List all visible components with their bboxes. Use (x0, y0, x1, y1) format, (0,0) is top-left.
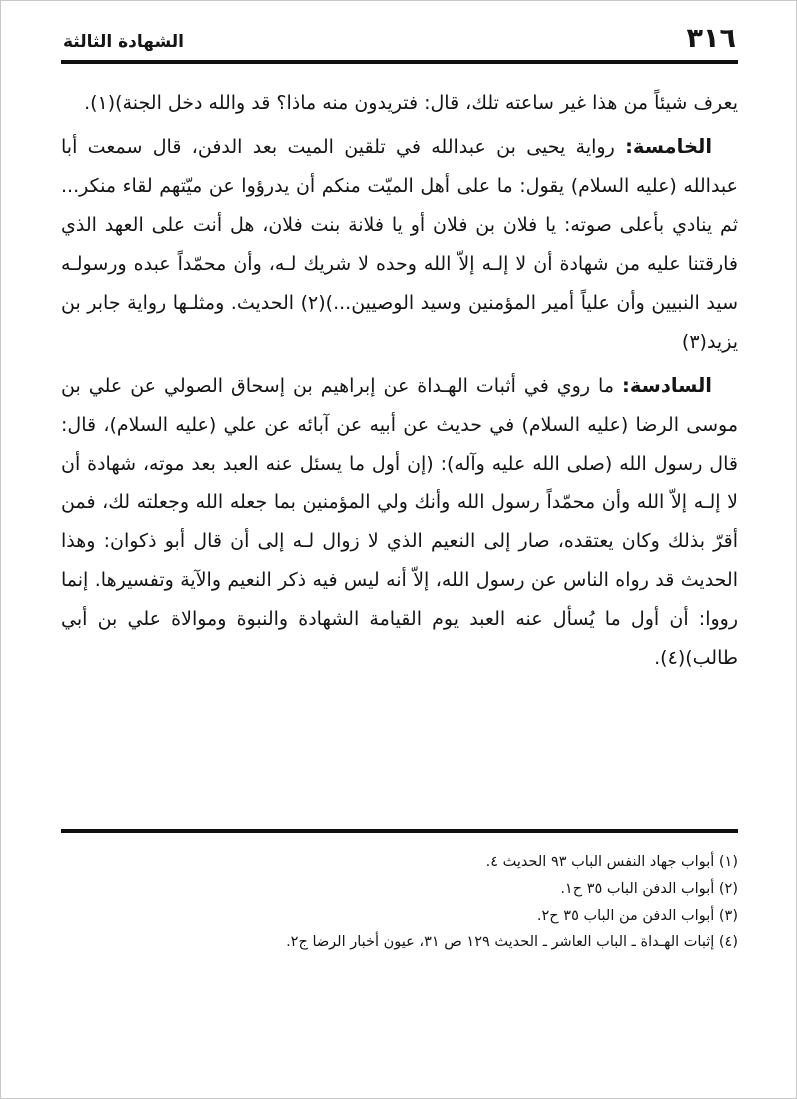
paragraph-text: يعرف شيئاً من هذا غير ساعته تلك، قال: فتريدون منه ماذا؟ قد والله دخل الجنة)(١). (84, 92, 738, 114)
page-number: ٣١٦ (686, 23, 736, 54)
paragraph-lead-word: الخامسة: (625, 134, 712, 158)
footnote-separator (61, 829, 738, 833)
footnote-4: (٤) إثبات الهـداة ـ الباب العاشر ـ الحديث ١٢٩ ص ٣١، عيون أخبار الرضا ج٢. (286, 934, 738, 951)
paragraph-text: ما روي في أثبات الهـداة عن إبراهيم بن إسحاق الصولي عن علي بن موسى الرضا (عليه السلام) في حديث عن أبيه عن آبائه عن علي (عليه السلام)، قال: قال رسول الله (صلى الله عليه وآله): (إن أول ما يسئل عنه العبد بعد موته، شهادة أن لا إلـه إلاّ الله وأن محمّداً رسول الله وأنك ولي المؤمنين بما جعله الله وجعلته لك، فمن أقرّ بذلك وكان يعتقده، صار إلى النعيم الذي لا زوال لـه إلى أن قال أبو ذكوان: وهذا الحديث قد رواه الناس عن رسول الله، إلاّ أنه ليس فيه ذكر النعيم والآية وتفسيرها. إنما رووا: أن أول ما يُسأل عنه العبد يوم القيامة الشهادة والنبوة وموالاة علي بن أبي طالب)(٤). (61, 374, 738, 670)
body-text (61, 64, 738, 678)
paragraph-fifth-narration (61, 127, 738, 362)
footnotes (61, 849, 738, 956)
footnote-3: (٣) أبواب الدفن من الباب ٣٥ ح٢. (536, 907, 738, 924)
paragraph-sixth-narration (61, 366, 738, 679)
footnote-2: (٢) أبواب الدفن الباب ٣٥ ح١. (560, 880, 738, 897)
paragraph-continuation (61, 84, 738, 123)
chapter-title: الشهادة الثالثة (63, 32, 184, 52)
paragraph-lead-word: السادسة: (622, 373, 712, 397)
page-header (61, 1, 738, 60)
footnote-1: (١) أبواب جهاد النفس الباب ٩٣ الحديث ٤. (485, 854, 738, 870)
paragraph-text: رواية يحيى بن عبدالله في تلقين الميت بعد الدفن، قال سمعت أبا عبدالله (عليه السلام) يقول: ما على أهل الميّت منكم أن يدرؤوا عن ميّتهم لقاء منكر... ثم ينادي بأعلى صوته: يا فلان بن فلان أو يا فلانة بنت فلان، هل أنت على العهد الذي فارقتنا عليه من شهادة أن لا إلـه إلاّ الله وحده لا شريك لـه، وأن محمّداً عبده ورسولـه سيد النبيين وأن علياً أمير المؤمنين وسيد الوصيين...)(٢) الحديث. ومثلـها رواية جابر بن يزيد(٣) (61, 135, 738, 353)
page-content (61, 1, 738, 682)
